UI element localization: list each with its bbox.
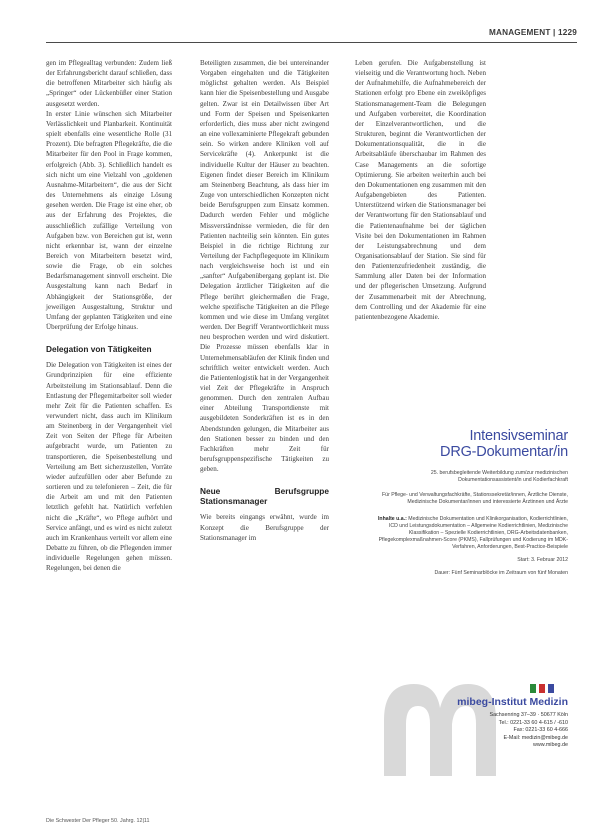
paragraph: gen im Pflegealltag verbunden: Zudem ließ der Erfahrungsbericht darauf schließen, dass die betroffenen Mitarbeiter sich häufig als „Springer“ oder Lückenbüßer einer Station ausgesetzt werden. <box>46 59 172 108</box>
subheading-delegation: Delegation von Tätigkeiten <box>46 344 152 355</box>
ad-title: Intensivseminar <box>469 428 568 444</box>
ad-subtitle: DRG-Dokumentar/in <box>440 444 568 460</box>
ad-content <box>368 516 568 551</box>
phone-number: Tel.: 0221-33 60 4-615 / -610 <box>498 719 568 726</box>
ad-duration: Dauer: Fünf Seminarblöcke im Zeitraum von fünf Monaten <box>434 570 568 576</box>
paragraph: Leben gerufen. Die Aufgabenstellung ist vielseitig und die Verantwortung hoch. Neben der Aufnahmehilfe, die Aufnahmebereich der Stationen erfolgt pro Ebene ein zweiköpfiges Stationsmanagement-Team die Belegungen und Aufgaben vorbereitet, die Koordination der Einzelverantwortlichen, und die Strukturen, beginnt die Verantwortlichen der Dokumentationsqualität, die in die Arbeitsabläufe überschaubar im Rahmen des Case Managements an die sofortige Optimierung. Sie arbeiten weiterhin auch bei den Dokumentationen eng zusammen mit den Aufgabengebieten des Patienten. Unterstützend wirken die Stationsmanager bei der Verantwortung für den Stationsablauf und die Patientenaufnahme bei der täglichen Visite bei den Dokumentationen im Rahmen der Leistungsabrechnung und dem Organisationsablauf der Station. Sie sind für den Patientenzufriedenheit zuständig, die Sammlung aller Daten bei der Information und der pflegerischen Umsetzung. Aufgrund der Zusammenarbeit mit der Abrechnung, dem Controlling und der Akademie für eine patientenbezogene Akademie. <box>355 59 486 321</box>
page-header <box>46 28 577 43</box>
article-column-3 <box>355 58 486 376</box>
paragraph: Die Delegation von Tätigkeiten ist eines der Grundprinzipien für eine effiziente Arbeitsteilung im Stationsablauf. Denn die Entlastung der Pflegemitarbeiter soll wieder mehr Zeit für die Patienten schaffen. Es verwundert nicht, dass auch im Klinikum am Steinenberg in der Vergangenheit viel Zeit von Seiten der Pflege für Arbeiten aufgebracht wurde, um Patienten zu transportieren, die Speisenbestellung und Verteilung am Bett sicherzustellen, Vorräte wieder aufzufüllen oder aber Befunde zu sortieren und zu telefonieren – Zeit, die für die Arbeit am und mit den Patienten letztlich gefehlt hat. Natürlich verfehlen nicht die „Kräfte“, wo Pflege aufhört und Service anfängt, und es wird es nicht zuletzt auch im Krankenhaus verteilt vor allem eine Debatte zu führen, ob die Pflegenden immer individuelle Regelungen gehen müssen. Regelungen, bei denen die <box>46 361 172 573</box>
section-label: MANAGEMENT | 1229 <box>488 28 577 37</box>
email-address[interactable]: E-Mail: medizin@mibeg.de <box>503 734 568 741</box>
paragraph: Beteiligten zusammen, die bei untereinander Vorgaben eingehalten und die Tätigkeiten möglichst gehalten werden. Als Beispiel kann hier die Speisenbestellung und Ausgabe gelten. Zwar ist ein Detailwissen über Art und Form der Speisen und Speisenkarten erforderlich, dies muss aber nicht zwingend an eine vollexaminierte Pflegekraft gebunden sein. So wirken andere Kliniken voll auf Servicekräfte (4). Ankerpunkt ist die individuelle Kultur der Häuser zu beachten. Eigenen findet dieser Bereich im Klinikum am Steinenberg Beachtung, als dass hier im Zuge von unterschiedlichen Konzepten nicht beide Berufsgruppen zum Einsatz kommen. Dadurch werden Fehler und mögliche Missverständnisse vermieden, die für den Patienten nachteilig sein könnten. Ein gutes Beispiel in die richtige Richtung zur Verteilung der Fachpflegequote im Klinikum nach vergleichsweise hoch ist und ein „sanfter“ Aufgabenübergang geplant ist. Die Delegation ärztlicher Tätigkeiten auf die Pflege berührt gleichermaßen die Frage, welche spezifische Tätigkeiten an die Pflege kommen und wie diese im Umfang vergütet werden. Der Begriff Verantwortlichkeit muss neu besprochen werden und wird diskutiert. Die Prozesse müssen ebenfalls klar in Unternehmensabläufen der Klinik finden und schriftlich weiter entwickelt werden. Auch die Patientenlogistik hat in der Vergangenheit viel Zeit der Pflegekräfte in Anspruch genommen. Durch den zentralen Aufbau einer Abteilung Transportdienste mit ausgebildeten Sonderkräften ist es in den Abendstunden gelungen, die Mitarbeiter aus den Stationen besser zu binden und den Fachkräften mehr Zeit für berufsgruppenspezifische Tätigkeiten zu geben. <box>200 59 329 474</box>
article-column-1 <box>46 58 172 574</box>
ad-target-groups: Für Pflege- und Verwaltungsfachkräfte, Stationssekretär/innen, Ärztliche Dienste, Medizinische Dokumentar/innen und interessierte Ärztinnen und Ärzte <box>382 492 568 505</box>
paragraph: In erster Linie wünschen sich Mitarbeiter Verlässlichkeit und Planbarkeit. Kontinuität spielt ebenfalls eine wesentliche Rolle (31 Prozent). Die befragten Pflegekräfte, die die Mitarbeiter für den Pool in Frage kommen, erfolgreich (Abb. 3). Schließlich handelt es sich nicht um eine Vielzahl von „goldenen Ausnahme-Mitarbeitern“, die aus der Sicht des Unternehmens als einzige Lösung gesehen werden. Die Frage ist eine eher, ob aus der Erfahrung des Projektes, die ausschließlich zufällige Verteilung von Aufgaben bzw. von Bereichen gut ist, wenn nicht erkennbar ist, wann der einzelne Bereich von Mitarbeitern besetzt wird, sowie die Frage, ob ein solches Bedarfsmanagement sinnvoll erscheint. Die Ausgestaltung kann nach Bedarf in Abhängigkeit der Stationsgröße, der jeweiligen Ausgestaltung, Struktur und Umfang der geplanten Tätigkeiten und eine Überprüfung der Erfolge hinaus. <box>46 109 172 332</box>
ad-content-text: Medizinische Dokumentation und Klinikorganisation, Kodierrichtlinien, ICD und Leistungsdokumentation – Allgemeine Kodierrichtlinien, Medizinische Klassifikation – Spezielle Kodierrichtlinien, DRG-Arbeitsdatenbanken, Pflegekomplexmaßnahmen-Score (PKMS), Fallprüfungen und Kodierung im MDK-Verfahren, Anforderungen, Best-Practice-Beispiele <box>378 516 568 550</box>
paragraph: Wie bereits eingangs erwähnt, wurde im Konzept die Berufsgruppe der Stationsmanager im <box>200 513 329 542</box>
flags-icon <box>530 684 554 693</box>
seminar-advertisement <box>368 428 568 800</box>
ad-content-label: Inhalte u.a.: <box>377 516 407 522</box>
address-street: Sachsenring 37–39 · 50677 Köln <box>489 712 568 718</box>
subheading-stationsmanager: Neue Berufsgruppe Stationsmanager <box>200 486 329 507</box>
organization-address <box>418 712 568 750</box>
website[interactable]: www.mibeg.de <box>532 742 568 749</box>
article-column-2 <box>200 58 329 543</box>
page-footer: Die Schwester Der Pfleger 50. Jahrg. 12|11 <box>46 818 150 824</box>
ad-start-date: Start: 3. Februar 2012 <box>517 557 568 563</box>
fax-number: Fax: 0221-33 60 4-666 <box>513 727 568 734</box>
ad-intro: 25. berufsbegleitende Weiterbildung zum/zur medizinischen Dokumentationsassistent/in und Kodierfachkraft <box>430 470 568 483</box>
organization-name: mibeg-Institut Medizin <box>457 696 568 708</box>
